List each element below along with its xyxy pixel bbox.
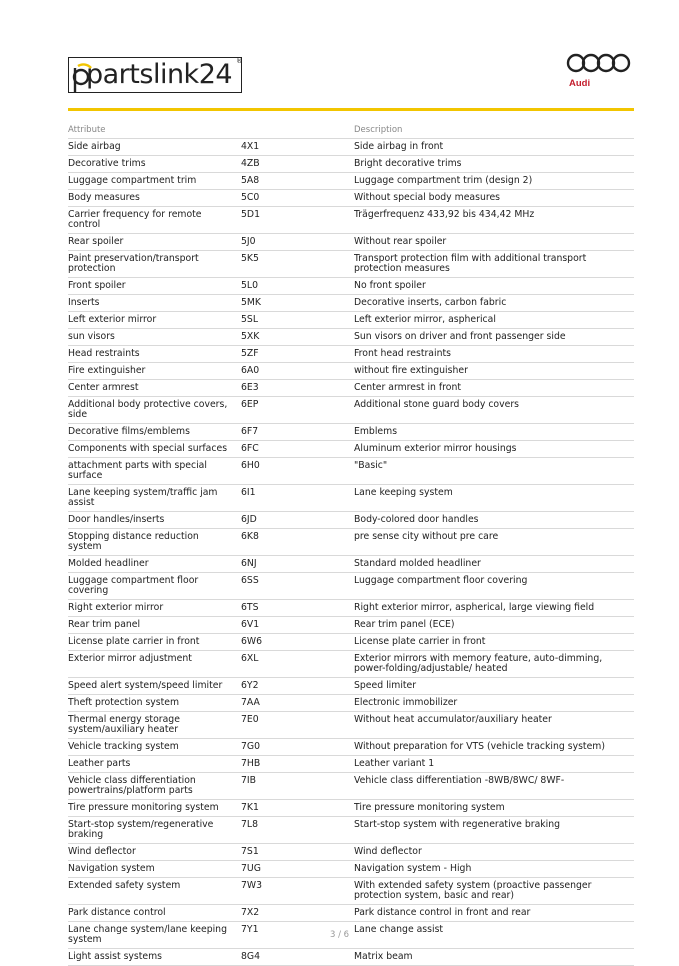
column-header-attribute: Attribute (68, 122, 241, 139)
code-cell: 6A0 (241, 363, 354, 380)
description-cell: Without heat accumulator/auxiliary heater (354, 712, 634, 739)
table-row (68, 295, 634, 312)
partslink24-logo[interactable] (68, 57, 242, 93)
attribute-cell: Left exterior mirror (68, 312, 241, 329)
description-cell: Additional stone guard body covers (354, 397, 634, 424)
code-cell: 7UG (241, 861, 354, 878)
table-row (68, 346, 634, 363)
code-cell: 6EP (241, 397, 354, 424)
code-cell: 6V1 (241, 617, 354, 634)
attribute-cell: attachment parts with special surface (68, 458, 241, 485)
table-row (68, 878, 634, 905)
table-row (68, 485, 634, 512)
table-row (68, 617, 634, 634)
table-row (68, 139, 634, 156)
code-cell: 5A8 (241, 173, 354, 190)
brand-label: Audi (569, 78, 591, 89)
code-cell: 6JD (241, 512, 354, 529)
attribute-cell: Luggage compartment floor covering (68, 573, 241, 600)
attribute-cell: Molded headliner (68, 556, 241, 573)
attribute-cell: Additional body protective covers, side (68, 397, 241, 424)
attribute-cell: Fire extinguisher (68, 363, 241, 380)
code-cell: 5SL (241, 312, 354, 329)
description-cell: Park distance control in front and rear (354, 905, 634, 922)
table-row (68, 678, 634, 695)
table-row (68, 712, 634, 739)
code-cell: 4ZB (241, 156, 354, 173)
attribute-cell: Tire pressure monitoring system (68, 800, 241, 817)
table-row (68, 529, 634, 556)
description-cell: Matrix beam (354, 949, 634, 966)
description-cell: Lane keeping system (354, 485, 634, 512)
table-row (68, 695, 634, 712)
attribute-cell: Rear spoiler (68, 234, 241, 251)
table-row (68, 773, 634, 800)
code-cell: 6FC (241, 441, 354, 458)
attribute-cell: Decorative trims (68, 156, 241, 173)
attribute-cell: Right exterior mirror (68, 600, 241, 617)
header-divider (68, 108, 634, 111)
description-cell: Rear trim panel (ECE) (354, 617, 634, 634)
table-row (68, 424, 634, 441)
code-cell: 5D1 (241, 207, 354, 234)
attribute-cell: Lane keeping system/traffic jam assist (68, 485, 241, 512)
attribute-cell: Vehicle class differentiation powertrains/platform parts (68, 773, 241, 800)
description-cell: Bright decorative trims (354, 156, 634, 173)
code-cell: 7E0 (241, 712, 354, 739)
table-row (68, 251, 634, 278)
code-cell: 5C0 (241, 190, 354, 207)
description-cell: Exterior mirrors with memory feature, auto-dimming, power-folding/adjustable/ heated (354, 651, 634, 678)
table-row (68, 949, 634, 966)
code-cell: 5XK (241, 329, 354, 346)
code-cell: 5J0 (241, 234, 354, 251)
description-cell: Without special body measures (354, 190, 634, 207)
description-cell: Center armrest in front (354, 380, 634, 397)
description-cell: Speed limiter (354, 678, 634, 695)
table-row (68, 905, 634, 922)
table-row (68, 651, 634, 678)
description-cell: without fire extinguisher (354, 363, 634, 380)
table-row (68, 756, 634, 773)
code-cell: 6TS (241, 600, 354, 617)
attribute-cell: Theft protection system (68, 695, 241, 712)
column-header-description: Description (354, 122, 634, 139)
description-cell: pre sense city without pre care (354, 529, 634, 556)
description-cell: Trägerfrequenz 433,92 bis 434,42 MHz (354, 207, 634, 234)
registered-mark: ® (236, 57, 243, 65)
table-header-row (68, 122, 634, 139)
attribute-cell: Thermal energy storage system/auxiliary heater (68, 712, 241, 739)
attribute-cell: Leather parts (68, 756, 241, 773)
code-cell: 6F7 (241, 424, 354, 441)
table-row (68, 173, 634, 190)
code-cell: 6NJ (241, 556, 354, 573)
code-cell: 6XL (241, 651, 354, 678)
code-cell: 4X1 (241, 139, 354, 156)
code-cell: 7S1 (241, 844, 354, 861)
code-cell: 6Y2 (241, 678, 354, 695)
description-cell: With extended safety system (proactive passenger protection system, basic and rear) (354, 878, 634, 905)
code-cell: 7AA (241, 695, 354, 712)
attribute-cell: Rear trim panel (68, 617, 241, 634)
table-row (68, 556, 634, 573)
attribute-cell: Front spoiler (68, 278, 241, 295)
description-cell: Leather variant 1 (354, 756, 634, 773)
attribute-cell: Head restraints (68, 346, 241, 363)
table-row (68, 363, 634, 380)
description-cell: Side airbag in front (354, 139, 634, 156)
logo-text: partslink24 (86, 59, 233, 90)
description-cell: Electronic immobilizer (354, 695, 634, 712)
description-cell: Standard molded headliner (354, 556, 634, 573)
code-cell: 7K1 (241, 800, 354, 817)
attribute-cell: Extended safety system (68, 878, 241, 905)
description-cell: "Basic" (354, 458, 634, 485)
table-row (68, 190, 634, 207)
table-row (68, 817, 634, 844)
attribute-cell: Park distance control (68, 905, 241, 922)
code-cell: 5ZF (241, 346, 354, 363)
table-row (68, 312, 634, 329)
attribute-cell: Carrier frequency for remote control (68, 207, 241, 234)
description-cell: Navigation system - High (354, 861, 634, 878)
table-body (68, 139, 634, 966)
description-cell: Decorative inserts, carbon fabric (354, 295, 634, 312)
description-cell: Without rear spoiler (354, 234, 634, 251)
page-number: 3 / 6 (329, 930, 350, 940)
description-cell: Right exterior mirror, aspherical, large viewing field (354, 600, 634, 617)
attribute-cell: sun visors (68, 329, 241, 346)
description-cell: Start-stop system with regenerative braking (354, 817, 634, 844)
attribute-cell: Exterior mirror adjustment (68, 651, 241, 678)
table-row (68, 739, 634, 756)
attribute-cell: Luggage compartment trim (68, 173, 241, 190)
code-cell: 6I1 (241, 485, 354, 512)
description-cell: Sun visors on driver and front passenger side (354, 329, 634, 346)
attribute-cell: Wind deflector (68, 844, 241, 861)
audi-rings-icon (566, 52, 632, 76)
description-cell: Front head restraints (354, 346, 634, 363)
code-cell: 7IB (241, 773, 354, 800)
code-cell: 6K8 (241, 529, 354, 556)
code-cell: 5MK (241, 295, 354, 312)
attribute-cell: Door handles/inserts (68, 512, 241, 529)
description-cell: Without preparation for VTS (vehicle tracking system) (354, 739, 634, 756)
description-cell: Vehicle class differentiation -8WB/8WC/ 8WF- (354, 773, 634, 800)
attribute-table (68, 122, 634, 966)
column-header-code (241, 122, 354, 139)
table-row (68, 380, 634, 397)
attribute-cell: Body measures (68, 190, 241, 207)
description-cell: Left exterior mirror, aspherical (354, 312, 634, 329)
table-row (68, 800, 634, 817)
description-cell: Body-colored door handles (354, 512, 634, 529)
attribute-cell: Lane change system/lane keeping system (68, 922, 241, 949)
table-row (68, 600, 634, 617)
table-row (68, 573, 634, 600)
code-cell: 6H0 (241, 458, 354, 485)
attribute-cell: Paint preservation/transport protection (68, 251, 241, 278)
table-row (68, 329, 634, 346)
attribute-cell: Vehicle tracking system (68, 739, 241, 756)
description-cell: Luggage compartment floor covering (354, 573, 634, 600)
code-cell: 7G0 (241, 739, 354, 756)
code-cell: 6E3 (241, 380, 354, 397)
table-row (68, 156, 634, 173)
description-cell: No front spoiler (354, 278, 634, 295)
page-header (0, 0, 679, 115)
code-cell: 7W3 (241, 878, 354, 905)
code-cell: 5L0 (241, 278, 354, 295)
table-row (68, 278, 634, 295)
code-cell: 7Y1 (241, 922, 354, 949)
attribute-cell: Stopping distance reduction system (68, 529, 241, 556)
code-cell: 6SS (241, 573, 354, 600)
attribute-cell: Components with special surfaces (68, 441, 241, 458)
code-cell: 7L8 (241, 817, 354, 844)
attribute-cell: Start-stop system/regenerative braking (68, 817, 241, 844)
attribute-cell: Navigation system (68, 861, 241, 878)
attribute-cell: Light assist systems (68, 949, 241, 966)
table-row (68, 458, 634, 485)
description-cell: Emblems (354, 424, 634, 441)
table-row (68, 397, 634, 424)
description-cell: Transport protection film with additional transport protection measures (354, 251, 634, 278)
code-cell: 5K5 (241, 251, 354, 278)
description-cell: Wind deflector (354, 844, 634, 861)
attribute-cell: Inserts (68, 295, 241, 312)
attribute-cell: License plate carrier in front (68, 634, 241, 651)
code-cell: 7X2 (241, 905, 354, 922)
table-row (68, 844, 634, 861)
table-row (68, 207, 634, 234)
code-cell: 8G4 (241, 949, 354, 966)
description-cell: Tire pressure monitoring system (354, 800, 634, 817)
table-row (68, 634, 634, 651)
code-cell: 7HB (241, 756, 354, 773)
attribute-cell: Side airbag (68, 139, 241, 156)
table-row (68, 512, 634, 529)
table-row (68, 234, 634, 251)
description-cell: Aluminum exterior mirror housings (354, 441, 634, 458)
table-row (68, 441, 634, 458)
code-cell: 6W6 (241, 634, 354, 651)
description-cell: License plate carrier in front (354, 634, 634, 651)
attribute-cell: Speed alert system/speed limiter (68, 678, 241, 695)
table-row (68, 861, 634, 878)
description-cell: Luggage compartment trim (design 2) (354, 173, 634, 190)
attribute-cell: Decorative films/emblems (68, 424, 241, 441)
description-cell: Lane change assist (354, 922, 634, 949)
attribute-cell: Center armrest (68, 380, 241, 397)
